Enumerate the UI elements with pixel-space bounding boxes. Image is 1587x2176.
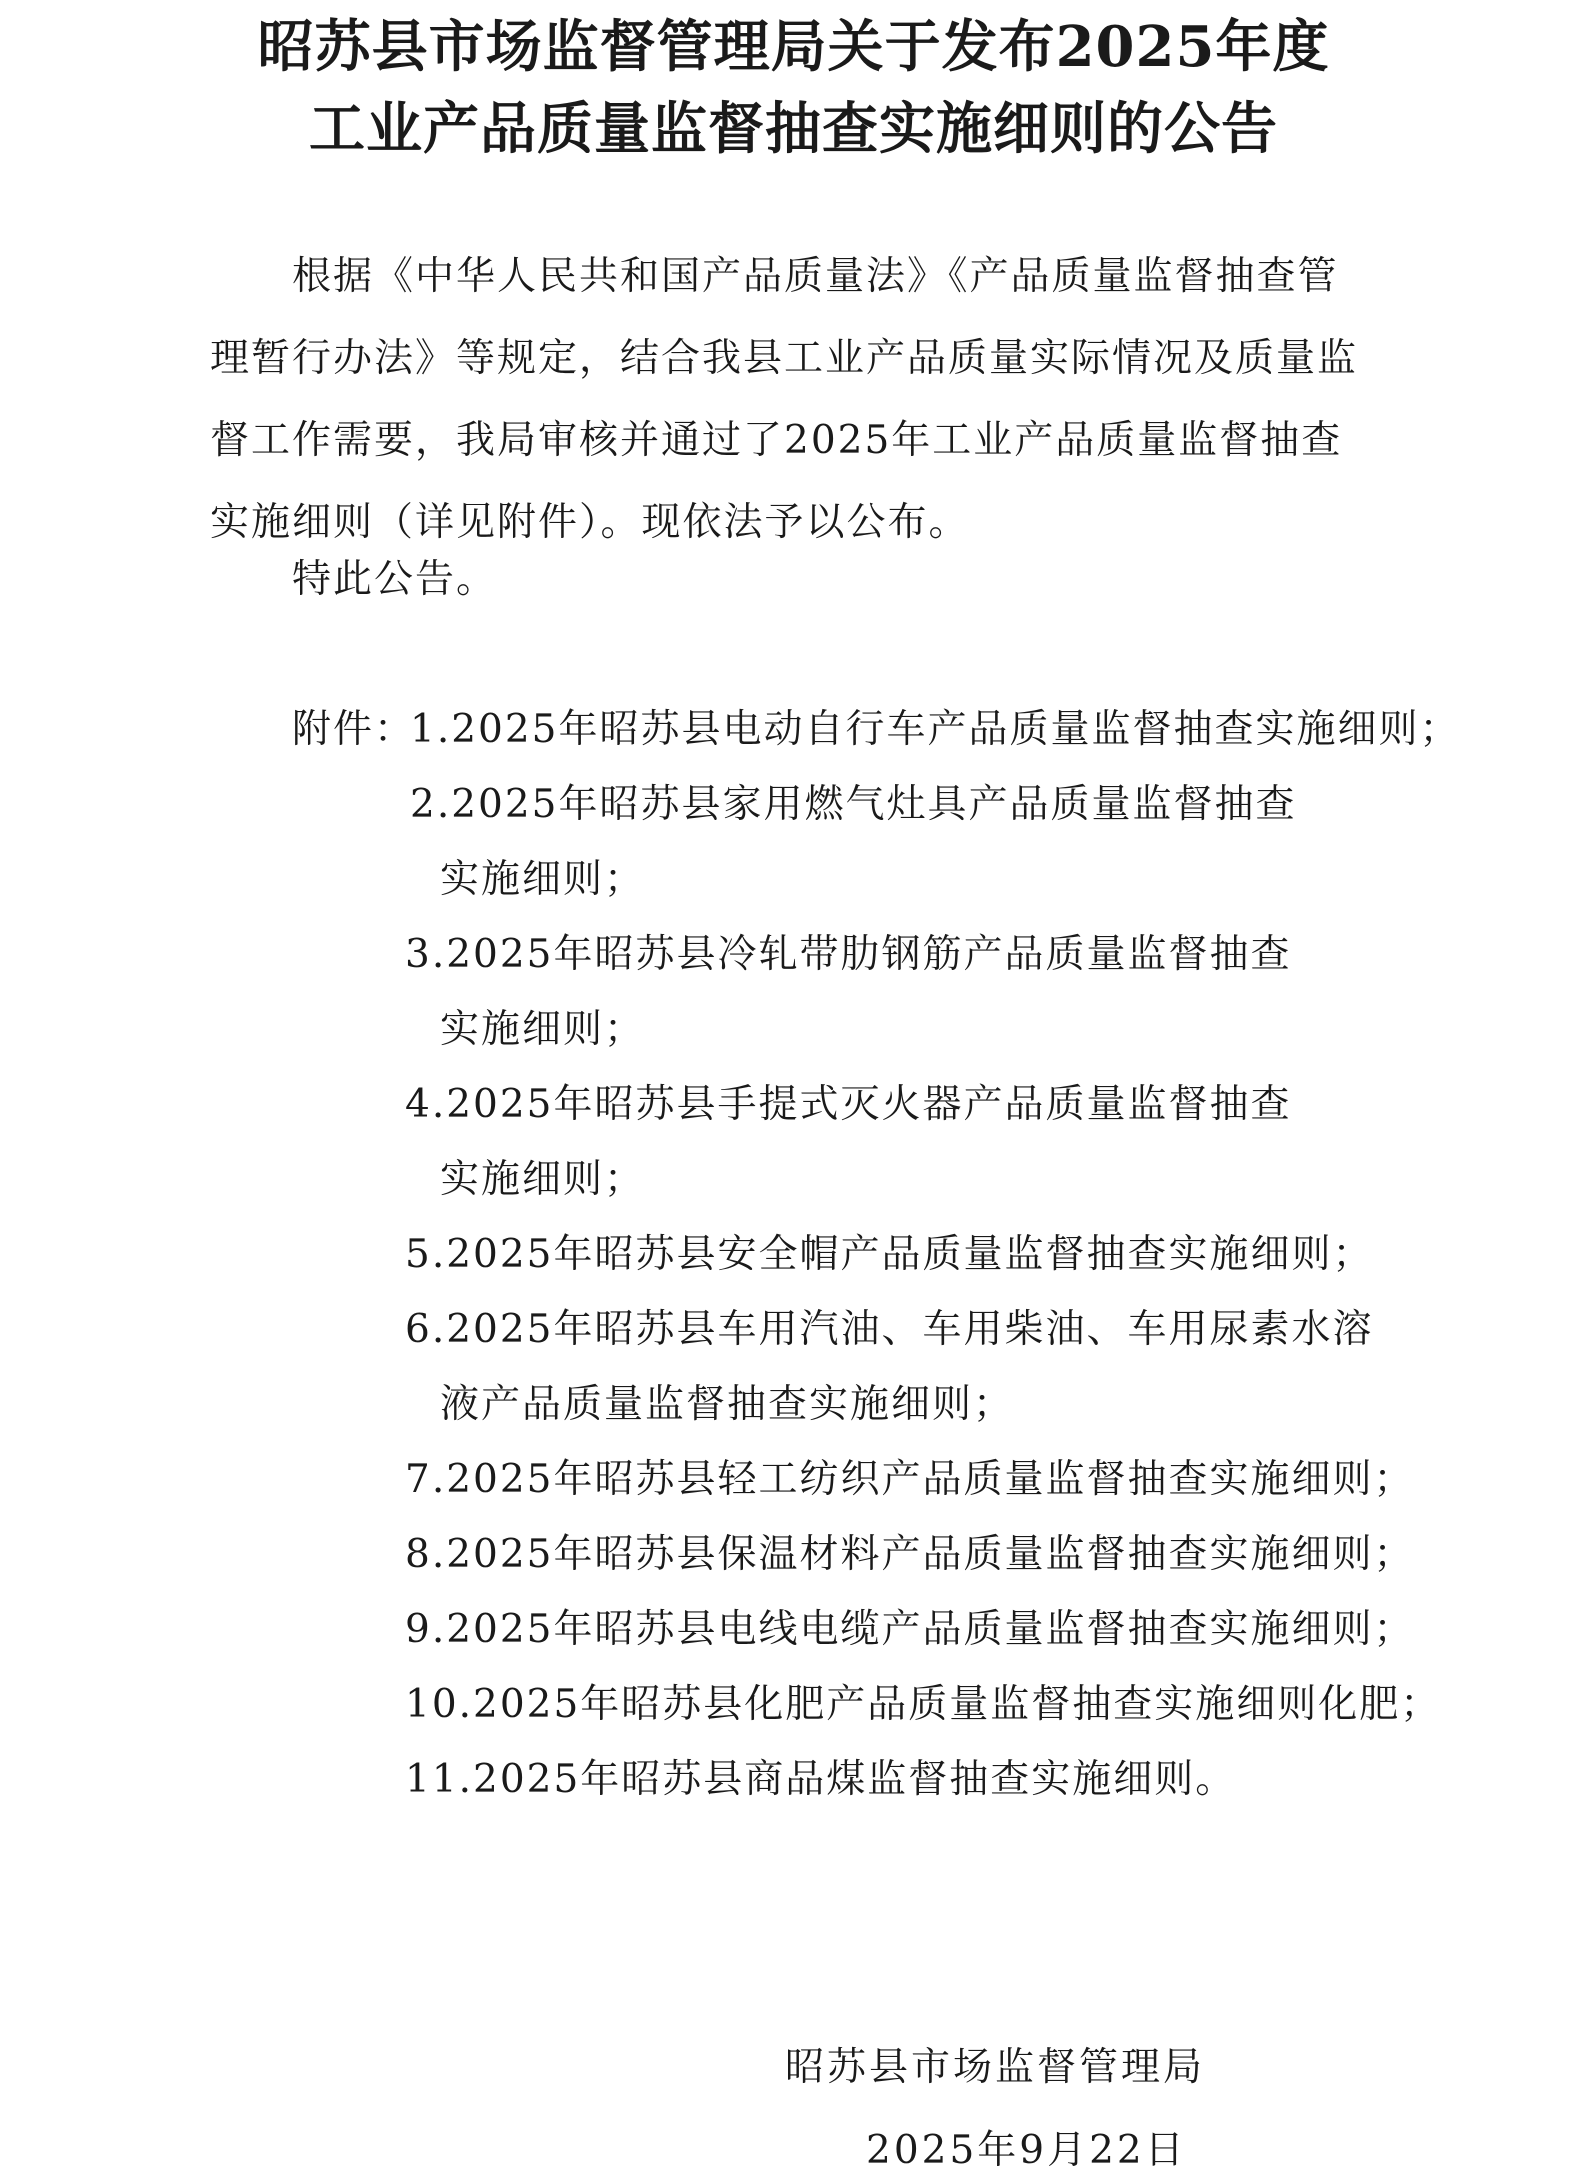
body-paragraph-line-4: 实施细则（详见附件）。现依法予以公布。 (210, 500, 970, 545)
closing-phrase: 特此公告。 (292, 557, 498, 602)
attachment-item-3-cont: 实施细则； (440, 1007, 646, 1052)
attachment-item-3: 3.2025年昭苏县冷轧带肋钢筋产品质量监督抽查 (405, 932, 1292, 977)
signature-date: 2025年9月22日 (866, 2128, 1187, 2173)
attachment-item-6-cont: 液产品质量监督抽查实施细则； (440, 1382, 1015, 1427)
attachment-item-11: 11.2025年昭苏县商品煤监督抽查实施细则。 (405, 1757, 1237, 1802)
attachment-item-4: 4.2025年昭苏县手提式灭火器产品质量监督抽查 (405, 1082, 1292, 1127)
attachment-item-5: 5.2025年昭苏县安全帽产品质量监督抽查实施细则； (405, 1232, 1374, 1277)
attachment-item-4-cont: 实施细则； (440, 1157, 646, 1202)
document-title-line-1: 昭苏县市场监督管理局关于发布2025年度 (257, 14, 1330, 80)
body-paragraph-line-2: 理暂行办法》等规定，结合我县工业产品质量实际情况及质量监 (210, 336, 1359, 381)
attachment-item-9: 9.2025年昭苏县电线电缆产品质量监督抽查实施细则； (405, 1607, 1415, 1652)
attachment-item-1: 1.2025年昭苏县电动自行车产品质量监督抽查实施细则； (410, 707, 1461, 752)
attachment-item-10: 10.2025年昭苏县化肥产品质量监督抽查实施细则化肥； (405, 1682, 1442, 1727)
body-paragraph-line-1: 根据《中华人民共和国产品质量法》《产品质量监督抽查管 (292, 254, 1339, 299)
signature-organization: 昭苏县市场监督管理局 (785, 2045, 1206, 2090)
attachment-item-6: 6.2025年昭苏县车用汽油、车用柴油、车用尿素水溶 (405, 1307, 1374, 1352)
attachment-item-2: 2.2025年昭苏县家用燃气灶具产品质量监督抽查 (410, 782, 1297, 827)
document-title-line-2: 工业产品质量监督抽查实施细则的公告 (309, 96, 1278, 162)
body-paragraph-line-3: 督工作需要，我局审核并通过了2025年工业产品质量监督抽查 (210, 418, 1343, 463)
attachment-item-7: 7.2025年昭苏县轻工纺织产品质量监督抽查实施细则； (405, 1457, 1415, 1502)
attachment-item-2-cont: 实施细则； (440, 857, 646, 902)
attachments-label: 附件： (292, 707, 416, 752)
attachment-item-8: 8.2025年昭苏县保温材料产品质量监督抽查实施细则； (405, 1532, 1415, 1577)
